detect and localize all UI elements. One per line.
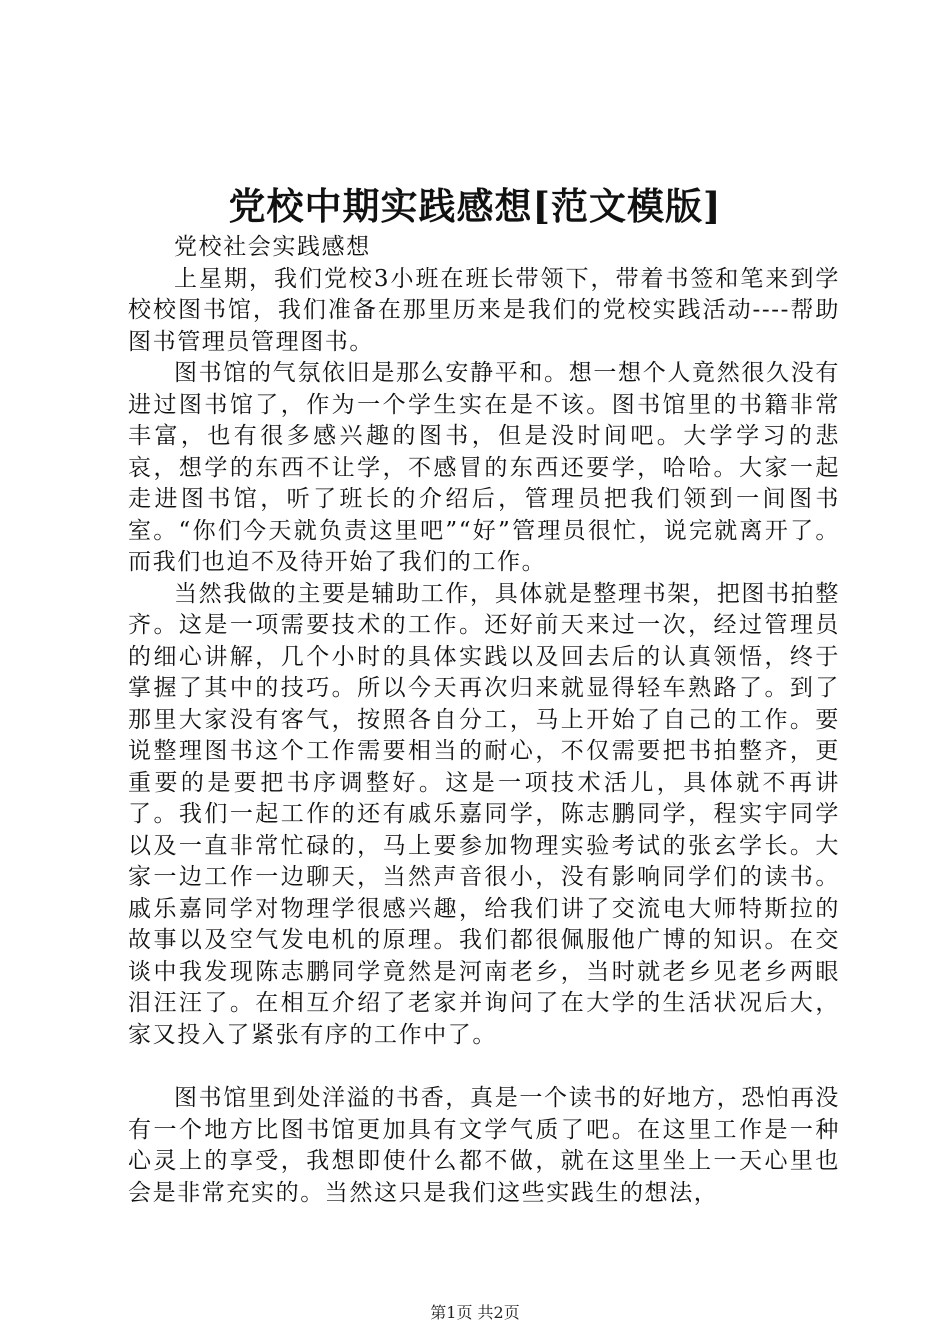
document-body bbox=[128, 232, 840, 1209]
paragraph-subtitle: 党校社会实践感想 bbox=[174, 234, 371, 260]
paragraph-2: 图书馆的气氛依旧是那么安静平和。想一想个人竟然很久没有进过图书馆了，作为一个学生实在是不该。图书馆里的书籍非常丰富，也有很多感兴趣的图书，但是没时间吧。大学学习的悲哀，想学的东西不让学，不感冒的东西还要学，哈哈。大家一起走进图书馆，听了班长的介绍后，管理员把我们领到一间图书室。“你们今天就负责这里吧”“好”管理员很忙，说完就离开了。而我们也迫不及待开始了我们的工作。 bbox=[128, 360, 840, 575]
paragraph-3: 当然我做的主要是辅助工作，具体就是整理书架，把图书拍整齐。这是一项需要技术的工作。还好前天来过一次，经过管理员的细心讲解，几个小时的具体实践以及回去后的认真领悟，终于掌握了其中的技巧。所以今天再次归来就显得轻车熟路了。到了那里大家没有客气，按照各自分工，马上开始了自己的工作。要说整理图书这个工作需要相当的耐心，不仅需要把书拍整齐，更重要的是要把书序调整好。这是一项技术活儿，具体就不再讲了。我们一起工作的还有戚乐嘉同学，陈志鹏同学，程实宇同学以及一直非常忙碌的，马上要参加物理实验考试的张玄学长。大家一边工作一边聊天，当然声音很小，没有影响同学们的读书。戚乐嘉同学对物理学很感兴趣，给我们讲了交流电大师特斯拉的故事以及空气发电机的原理。我们都很佩服他广博的知识。在交谈中我发现陈志鹏同学竟然是河南老乡，当时就老乡见老乡两眼泪汪汪了。在相互介绍了老家并询问了在大学的生活状况后大，家又投入了紧张有序的工作中了。 bbox=[128, 580, 840, 1048]
paragraph-1: 上星期，我们党校3小班在班长带领下，带着书签和笔来到学校校图书馆，我们准备在那里历来是我们的党校实践活动----帮助图书管理员管理图书。 bbox=[128, 265, 840, 355]
document-title: 党校中期实践感想[范文模版] bbox=[228, 184, 722, 228]
page-footer: 第1页 共2页 bbox=[430, 1303, 520, 1322]
paragraph-4: 图书馆里到处洋溢的书香，真是一个读书的好地方，恐怕再没有一个地方比图书馆更加具有文学气质了吧。在这里工作是一种心灵上的享受，我想即使什么都不做，就在这里坐上一天心里也会是非常充实的。当然这只是我们这些实践生的想法， bbox=[128, 1085, 840, 1206]
